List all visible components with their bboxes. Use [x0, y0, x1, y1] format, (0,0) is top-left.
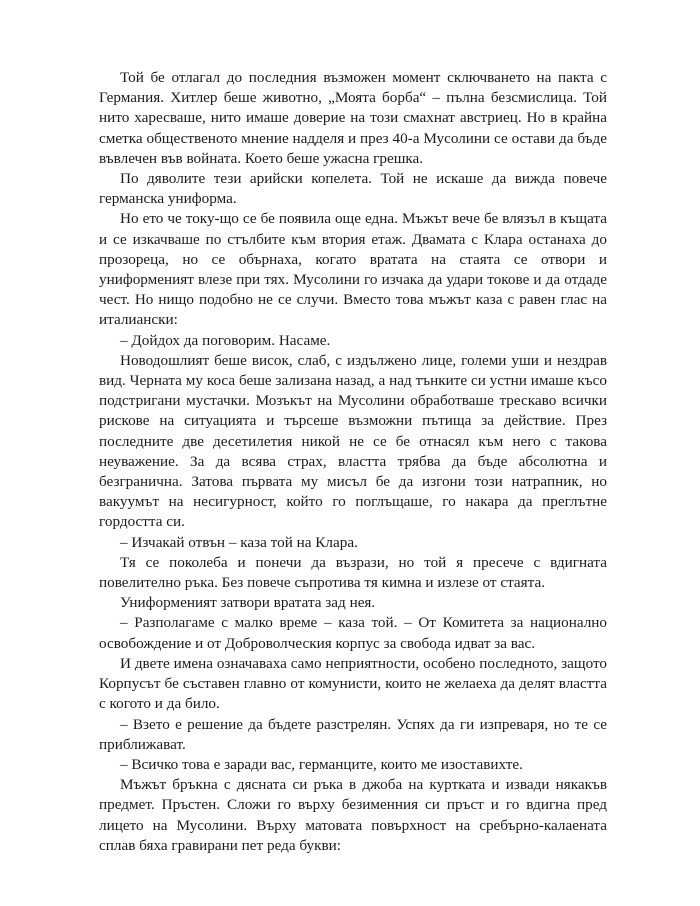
- paragraph: Униформеният затвори вратата зад нея.: [120, 594, 376, 612]
- body-text: [99, 68, 607, 856]
- dialogue-line: – Взето е решение да бъдете разстрелян. Успях да ги изпреваря, но те се приближават.: [99, 715, 607, 753]
- paragraph: Новодошлият беше висок, слаб, с издължено лице, големи уши и нездрав вид. Черната му коса беше зализана назад, а над тънките си устни имаше късо подстригани мустачки. Мозъкът на Мусолини обработваше трескаво всички рискове на ситуацията и търсеше възможни пътища за действие. През последните две десетилетия никой не се бе отнасял към него с такова неуважение. За да всява страх, властта трябва да бъде абсолютна и безгранична. Затова първата му мисъл бе да изгони този натрапник, но вакуумът на несигурност, който го поглъщаше, го накара да преглътне гордостта си.: [99, 351, 607, 531]
- paragraph: Но ето че току-що се бе появила още една. Мъжът вече бе влязъл в къщата и се изкачваше по стълбите към втория етаж. Двамата с Клара останаха до прозореца, но се обърнаха, когато вратата на стаята се отвори и униформеният влезе при тях. Мусолини го изчака да удари токове и да отдаде чест. Но нищо подобно не се случи. Вместо това мъжът каза с равен глас на италиански:: [99, 210, 607, 329]
- paragraph: Той бе отлагал до последния възможен момент сключването на пакта с Германия. Хитлер беше животно, „Моята борба“ – пълна безсмислица. Той нито харесваше, нито имаше доверие на този смахнат австриец. Но в крайна сметка общественото мнение надделя и през 40-а Мусолини се остави да бъде въвлечен във войната. Което беше ужасна грешка.: [99, 69, 607, 167]
- dialogue-line: – Изчакай отвън – каза той на Клара.: [120, 533, 358, 551]
- dialogue-line: – Разполагаме с малко време – каза той. – От Комитета за национално освобождение и от Доброволческия корпус за свобода идват за вас.: [99, 614, 607, 652]
- dialogue-line: – Всичко това е заради вас, германците, които ме изоставихте.: [120, 755, 523, 773]
- paragraph: По дяволите тези арийски копелета. Той не искаше да вижда повече германска униформа.: [99, 170, 607, 208]
- paragraph: Тя се поколеба и понечи да възрази, но той я пресече с вдигната повелително ръка. Без повече съпротива тя кимна и излезе от стаята.: [99, 553, 607, 592]
- paragraph: И двете имена означаваха само неприятности, особено последното, защото Корпусът бе съставен главно от комунисти, които не желаеха да делят властта с когото и да било.: [99, 654, 607, 713]
- paragraph: Мъжът бръкна с дясната си ръка в джоба на куртката и извади някакъв предмет. Пръстен. Сложи го върху безименния си пръст и го вдигна пред лицето на Мусолини. Върху матовата повърхност на сребърно-калаената сплав бяха гравирани пет реда букви:: [99, 776, 607, 854]
- dialogue-line: – Дойдох да поговорим. Насаме.: [120, 331, 331, 349]
